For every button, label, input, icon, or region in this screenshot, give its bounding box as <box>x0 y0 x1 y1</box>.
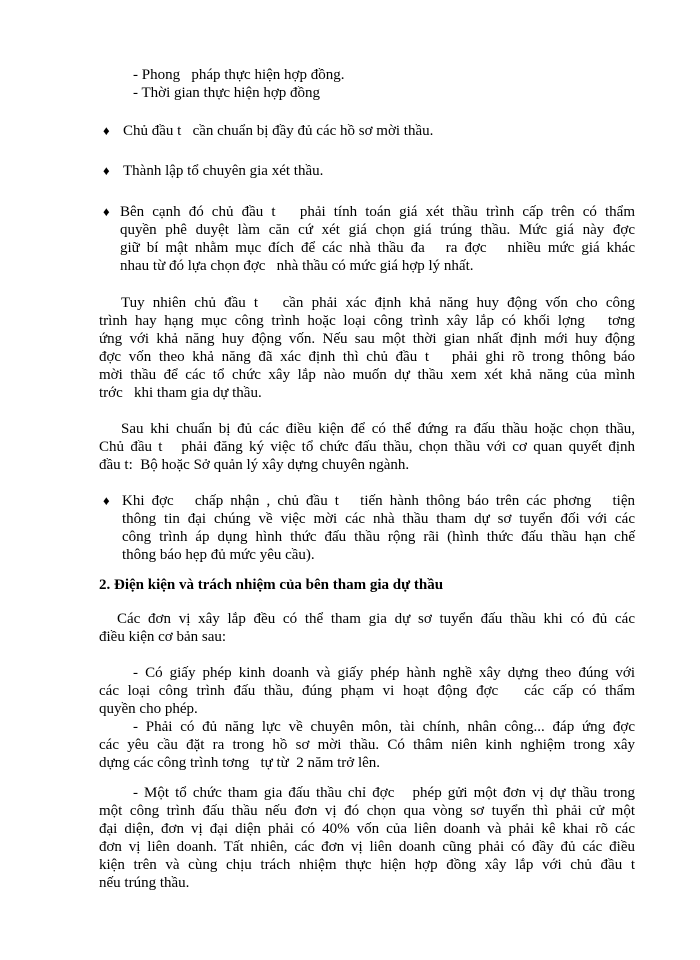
condition-line: quyền cho phép. <box>99 701 198 717</box>
condition-line: đại diện, đơn vị đại diện phải có 40% vốn của liên doanh và phải kê khai rõ các <box>99 821 635 837</box>
paragraph-line: đầu t: Bộ hoặc Sở quản lý xây dựng chuyên ngành. <box>99 457 410 473</box>
paragraph-line: ứng với khả năng huy động vốn. Nếu sau một thời gian nhất định mới huy động <box>99 331 635 347</box>
condition-line: kiện trên và cùng chịu trách nhiệm thực hiện hợp đồng xây lắp với chủ đầu t <box>99 857 635 873</box>
bullet-text: thông tin đại chúng về việc mời các nhà thầu tham dự sơ tuyển đối với các <box>122 511 635 527</box>
condition-line: nếu trúng thầu. <box>99 875 190 891</box>
paragraph-line: mời thầu để các tổ chức xây lắp nào muốn dự thầu xem xét khả năng của mình <box>99 367 635 383</box>
bullet-text: Khi đợc chấp nhận , chủ đầu t tiến hành thông báo trên các phơng tiện <box>122 493 635 509</box>
paragraph-line: đợc vốn theo khả năng đã xác định thì chủ đầu t phải ghi rõ trong thông báo <box>99 349 635 365</box>
condition-line: đơn vị liên doanh. Tất nhiên, các đơn vị liên doanh cũng phải có đầy đủ các điều <box>99 839 635 855</box>
bullet-text: Thành lập tổ chuyên gia xét thầu. <box>123 163 324 179</box>
condition-line: - Phải có đủ năng lực về chuyên môn, tài chính, nhân công... đáp ứng đợc <box>133 719 635 735</box>
condition-line: - Một tổ chức tham gia đấu thầu chỉ đợc phép gửi một đơn vị dự thầu trong <box>133 785 635 801</box>
section-heading: 2. Điện kiện và trách nhiệm của bên tham gia dự thầu <box>99 577 444 593</box>
condition-line: các loại công trình đấu thầu, đúng phạm vi hoạt động đợc các cấp có thẩm <box>99 683 635 699</box>
bullet-text: quyền phê duyệt làm căn cứ xét giá chọn giá trúng thầu. Mức giá này đợc <box>120 222 635 238</box>
bullet-text: Bên cạnh đó chủ đầu t phải tính toán giá xét thầu trình cấp trên có thẩm <box>120 204 635 220</box>
diamond-bullet-icon: ♦ <box>103 493 110 508</box>
condition-line: - Có giấy phép kinh doanh và giấy phép hành nghề xây dựng theo đúng với <box>133 665 635 681</box>
intro-item: - Phong pháp thực hiện hợp đồng. <box>133 67 345 83</box>
bullet-text: công trình áp dụng hình thức đấu thầu rộng rãi (hình thức đấu thầu hạn chế <box>122 529 635 545</box>
paragraph-line: Chủ đầu t phải đăng ký việc tổ chức đấu thầu, chọn thầu với cơ quan quyết định <box>99 439 635 455</box>
diamond-bullet-icon: ♦ <box>103 123 110 138</box>
diamond-bullet-icon: ♦ <box>103 163 110 178</box>
bullet-text: giữ bí mật nhằm mục đích để các nhà thầu đa ra đợc nhiều mức giá khác <box>120 240 635 256</box>
paragraph-line: điều kiện cơ bản sau: <box>99 629 227 645</box>
condition-line: một công trình đấu thầu nếu đơn vị đó chọn qua vòng sơ tuyển thì phải cử một <box>99 803 635 819</box>
paragraph-line: Tuy nhiên chủ đầu t cần phải xác định khả năng huy động vốn cho công <box>121 295 635 311</box>
condition-line: các yêu cầu đặt ra trong hồ sơ mời thầu. Có thâm niên kinh nghiệm trong xây <box>99 737 635 753</box>
paragraph-line: Các đơn vị xây lắp đều có thể tham gia dự sơ tuyển đấu thầu khi có đủ các <box>117 611 635 627</box>
paragraph-line: Sau khi chuẩn bị đủ các điều kiện để có thể đứng ra đấu thầu hoặc chọn thầu, <box>121 421 635 437</box>
condition-line: dựng các công trình tơng tự từ 2 năm trở lên. <box>99 755 381 771</box>
bullet-text: Chủ đầu t cần chuẩn bị đầy đủ các hồ sơ mời thầu. <box>123 123 434 139</box>
paragraph-line: trình hay hạng mục công trình hoặc loại công trình xây lắp có khối lợng tơng <box>99 313 635 329</box>
intro-item: - Thời gian thực hiện hợp đồng <box>133 85 321 101</box>
bullet-text: thông báo hẹp đủ mức yêu cầu). <box>122 547 315 563</box>
bullet-text: nhau từ đó lựa chọn đợc nhà thầu có mức giá hợp lý nhất. <box>120 258 474 274</box>
diamond-bullet-icon: ♦ <box>103 204 110 219</box>
paragraph-line: trớc khi tham gia dự thầu. <box>99 385 262 401</box>
